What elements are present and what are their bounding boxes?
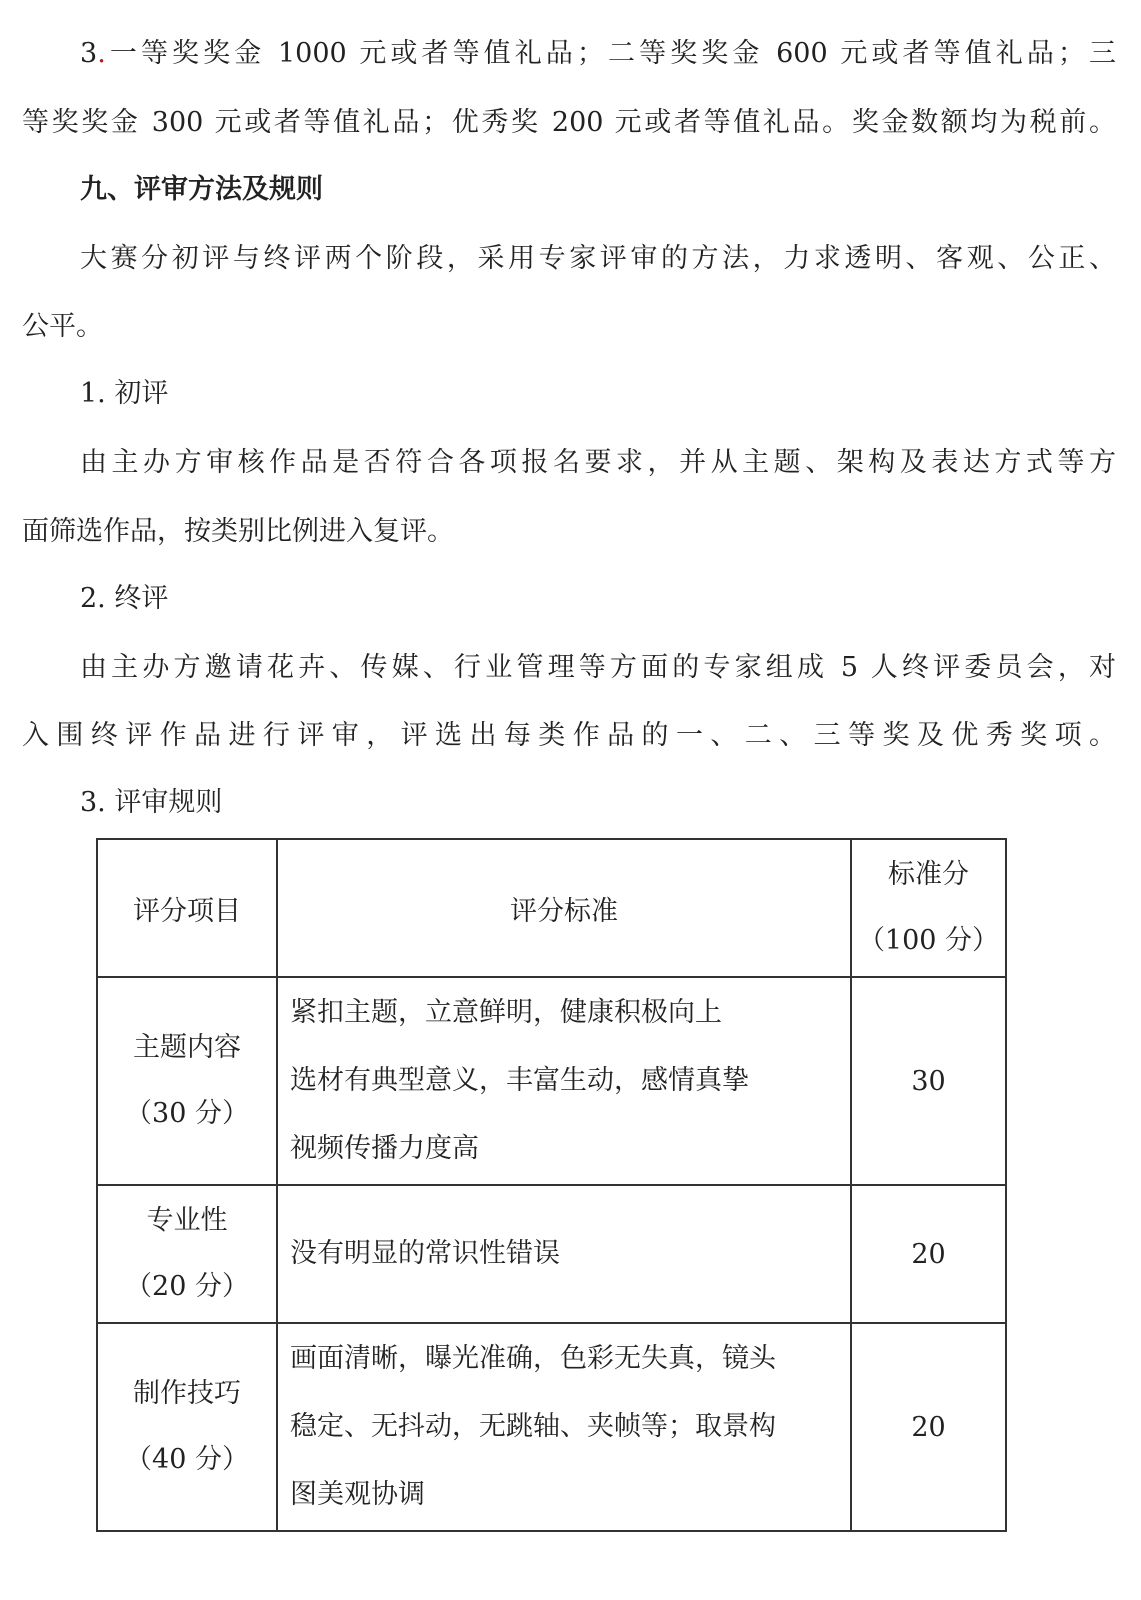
prize-line-2: 等奖奖金 300 元或者等值礼品；优秀奖 200 元或者等值礼品。奖金数额均为税前。 [22, 107, 1116, 138]
row-item-name: 专业性 [146, 1205, 228, 1236]
row-item-points: （40 分） [125, 1444, 249, 1475]
criteria-line: 视频传播力度高 [290, 1133, 479, 1164]
header-score-total: （100 分） [857, 925, 1000, 956]
header-item: 评分项目 [97, 839, 277, 977]
criteria-line: 图美观协调 [290, 1479, 425, 1510]
table-row [97, 1323, 1006, 1531]
header-score [851, 839, 1006, 977]
intro-line-1: 大赛分初评与终评两个阶段，采用专家评审的方法，力求透明、客观、公正、 [80, 243, 1116, 274]
row-item-points: （20 分） [125, 1271, 249, 1302]
rules-title: 3. 评审规则 [80, 787, 223, 818]
stage2-line-1: 由主办方邀请花卉、传媒、行业管理等方面的专家组成 5 人终评委员会，对 [80, 652, 1116, 683]
table-row [97, 1185, 1006, 1323]
criteria-line: 选材有典型意义，丰富生动，感情真挚 [290, 1065, 749, 1096]
table-header-row [97, 839, 1006, 977]
intro-line-2: 公平。 [22, 311, 103, 342]
prize-number: 3 [80, 38, 98, 69]
row-item [97, 1323, 277, 1531]
stage1-line-2: 面筛选作品，按类别比例进入复评。 [22, 516, 454, 547]
criteria-line: 稳定、无抖动，无跳轴、夹帧等；取景构 [290, 1411, 776, 1442]
row-item-points: （30 分） [125, 1098, 249, 1129]
row-score: 30 [851, 977, 1006, 1185]
header-criteria: 评分标准 [277, 839, 851, 977]
row-criteria [277, 1185, 851, 1323]
row-item-name: 主题内容 [133, 1032, 241, 1063]
rules-table [96, 838, 1007, 1532]
row-item [97, 1185, 277, 1323]
criteria-line: 画面清晰，曝光准确，色彩无失真，镜头 [290, 1343, 776, 1374]
row-score: 20 [851, 1323, 1006, 1531]
stage1-line-1: 由主办方审核作品是否符合各项报名要求，并从主题、架构及表达方式等方 [80, 447, 1116, 478]
stage2-title: 2. 终评 [80, 583, 169, 614]
row-criteria [277, 977, 851, 1185]
prize-line-1 [80, 36, 1116, 72]
prize-number-dot: . [97, 38, 106, 69]
table-row [97, 977, 1006, 1185]
row-score: 20 [851, 1185, 1006, 1323]
criteria-line: 没有明显的常识性错误 [290, 1238, 560, 1269]
criteria-line: 紧扣主题，立意鲜明，健康积极向上 [290, 997, 722, 1028]
stage2-line-2: 入围终评作品进行评审，评选出每类作品的一、二、三等奖及优秀奖项。 [22, 720, 1116, 751]
row-item-name: 制作技巧 [133, 1378, 241, 1409]
stage1-title: 1. 初评 [80, 378, 169, 409]
prize-line-1-text: 一等奖奖金 1000 元或者等值礼品；二等奖奖金 600 元或者等值礼品；三 [105, 38, 1116, 69]
header-score-label: 标准分 [888, 859, 969, 890]
row-criteria [277, 1323, 851, 1531]
row-item [97, 977, 277, 1185]
section-heading: 九、评审方法及规则 [80, 174, 323, 205]
